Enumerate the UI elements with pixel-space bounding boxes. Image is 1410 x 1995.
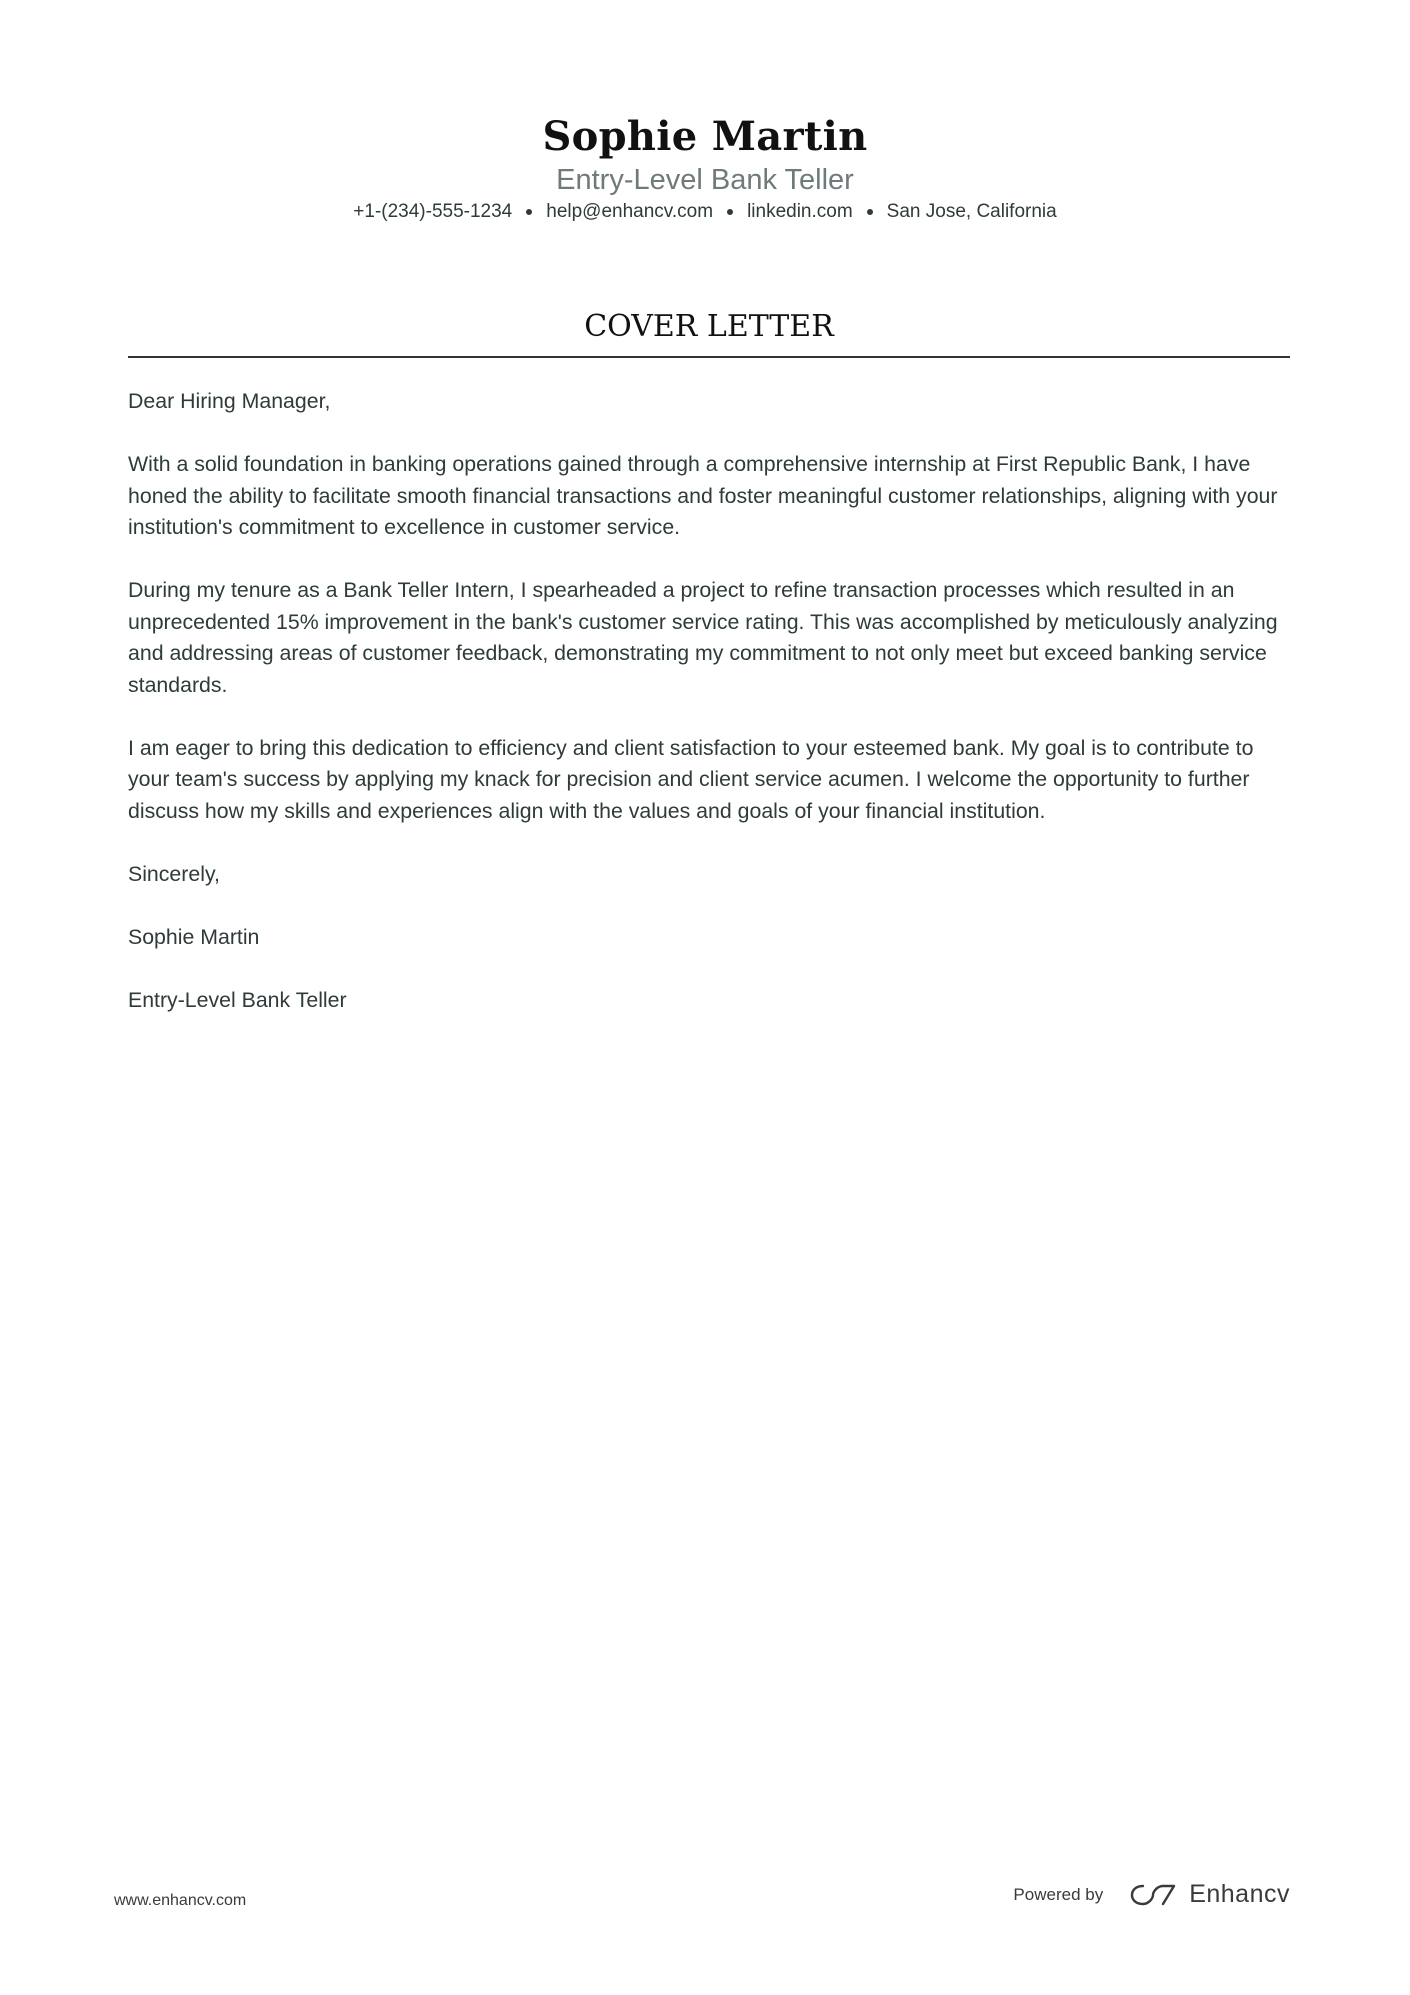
bullet-separator	[526, 209, 532, 215]
header	[0, 112, 1410, 224]
enhancv-brand-text: Enhancv	[1189, 1880, 1290, 1908]
applicant-name: Sophie Martin	[542, 113, 868, 160]
salutation: Dear Hiring Manager,	[128, 389, 331, 413]
contact-linkedin[interactable]: linkedin.com	[747, 201, 853, 222]
powered-by-label: Powered by	[1013, 1884, 1104, 1904]
bullet-separator	[727, 209, 733, 215]
footer-website[interactable]: www.enhancv.com	[114, 1892, 247, 1909]
signature-title: Entry-Level Bank Teller	[128, 987, 347, 1012]
section-title: COVER LETTER	[584, 309, 834, 344]
contact-location: San Jose, California	[886, 201, 1057, 222]
section-divider	[128, 356, 1290, 358]
applicant-role: Entry-Level Bank Teller	[556, 164, 854, 196]
closing: Sincerely,	[128, 861, 220, 886]
signature-name: Sophie Martin	[128, 924, 260, 949]
enhancv-logo-icon	[1129, 1882, 1177, 1908]
letter-paragraph-2: During my tenure as a Bank Teller Intern, I spearheaded a project to refine transaction processes which resulted in an unprecedented 15% improvement in the bank's customer service rating. This was accomplished by meticulously analyzing and addressing areas of customer feedback, demonstrating my commitment to not only meet but exceed banking service standards.	[128, 578, 1278, 697]
contact-phone: +1-(234)-555-1234	[353, 201, 513, 222]
footer-branding	[1013, 1880, 1290, 1909]
letter-body	[128, 386, 1290, 1048]
letter-paragraph-3: I am eager to bring this dedication to efficiency and client satisfaction to your esteemed bank. My goal is to contribute to your team's success by applying my knack for precision and client service acumen. I welcome the opportunity to further discuss how my skills and experiences align with the values and goals of your financial institution.	[128, 735, 1254, 823]
contact-email[interactable]: help@enhancv.com	[546, 201, 714, 222]
bullet-separator	[867, 209, 873, 215]
letter-paragraph-1: With a solid foundation in banking operations gained through a comprehensive internship at First Republic Bank, I have honed the ability to facilitate smooth financial transactions and foster meaningful customer relationships, aligning with your institution's commitment to excellence in customer service.	[128, 452, 1278, 539]
contact-line	[0, 200, 1410, 224]
